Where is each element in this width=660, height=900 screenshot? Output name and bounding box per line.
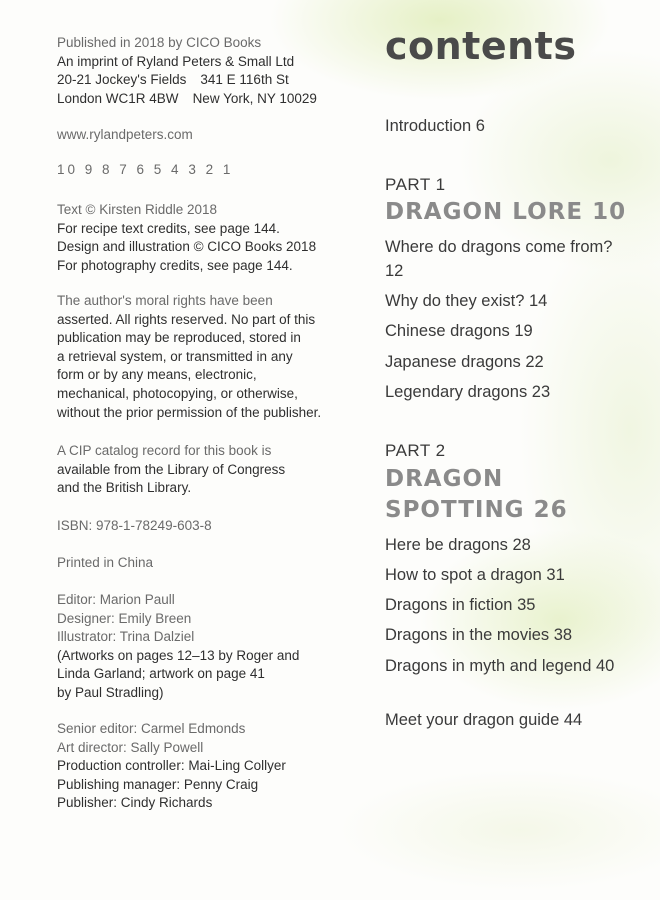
text-copyright: Text © Kirsten Riddle 2018 (57, 202, 218, 217)
isbn: ISBN: 978-1-78249-603-8 (57, 518, 212, 533)
team-block (57, 591, 299, 703)
credits-block (57, 201, 316, 275)
publisher-block (57, 34, 317, 108)
senior-line: Production controller: Mai-Ling Collyer (57, 758, 286, 774)
print-line: 10 9 8 7 6 5 4 3 2 1 (57, 162, 234, 177)
us-address-line2: New York, NY 10029 (192, 90, 317, 106)
senior-team-block (57, 720, 286, 813)
toc-entry[interactable]: How to spot a dragon 31 (385, 566, 565, 584)
toc-introduction[interactable]: Introduction 6 (385, 117, 485, 135)
toc-entry[interactable]: Dragons in myth and legend 40 (385, 657, 615, 675)
rights-line: mechanical, photocopying, or otherwise, (57, 385, 298, 401)
senior-line: Publishing manager: Penny Craig (57, 776, 259, 792)
address-row-1 (57, 71, 317, 90)
cip-line: available from the Library of Congress (57, 461, 286, 477)
rights-line: asserted. All rights reserved. No part of this (57, 311, 316, 327)
rights-line: a retrieval system, or transmitted in any (57, 348, 293, 364)
rights-line: publication may be reproduced, stored in (57, 330, 301, 346)
rights-block (57, 292, 321, 422)
part1-title[interactable]: DRAGON LORE 10 (385, 199, 627, 225)
toc-entry[interactable]: Dragons in fiction 35 (385, 596, 536, 614)
team-line: Designer: Emily Breen (57, 610, 192, 626)
photo-credits: For photography credits, see page 144. (57, 257, 293, 273)
cip-line: A CIP catalog record for this book is (57, 443, 272, 458)
toc-entry[interactable]: Where do dragons come from? 12 (385, 238, 613, 280)
contents-title: contents (385, 24, 577, 68)
address-row-2 (57, 90, 317, 109)
part2-title-line1: DRAGON (385, 466, 504, 492)
toc-entry[interactable]: Meet your dragon guide 44 (385, 711, 583, 729)
toc-entry[interactable]: Why do they exist? 14 (385, 292, 548, 310)
team-line: Illustrator: Trina Dalziel (57, 629, 195, 645)
team-line: Linda Garland; artwork on page 41 (57, 666, 265, 682)
cip-line: and the British Library. (57, 480, 192, 496)
toc-entry[interactable]: Dragons in the movies 38 (385, 626, 573, 644)
cip-block (57, 442, 285, 498)
toc-entry[interactable]: Chinese dragons 19 (385, 322, 533, 340)
senior-line: Publisher: Cindy Richards (57, 795, 213, 811)
published-by: Published in 2018 by CICO Books (57, 35, 262, 50)
team-line: (Artworks on pages 12–13 by Roger and (57, 647, 300, 663)
printed-in: Printed in China (57, 555, 154, 570)
rights-line: form or by any means, electronic, (57, 367, 257, 383)
us-address-line1: 341 E 116th St (200, 72, 289, 88)
senior-line: Senior editor: Carmel Edmonds (57, 721, 246, 736)
toc-entry[interactable]: Here be dragons 28 (385, 536, 531, 554)
recipe-credits: For recipe text credits, see page 144. (57, 220, 280, 236)
toc-entry[interactable]: Japanese dragons 22 (385, 353, 544, 371)
part1-label: PART 1 (385, 175, 446, 194)
uk-address-line1: 20-21 Jockey's Fields (57, 72, 187, 88)
rights-line: without the prior permission of the publisher. (57, 404, 322, 420)
toc-entry[interactable]: Legendary dragons 23 (385, 383, 551, 401)
part2-title[interactable] (385, 464, 645, 526)
part2-title-line2: SPOTTING 26 (385, 497, 568, 523)
part2-label: PART 2 (385, 441, 446, 460)
senior-line: Art director: Sally Powell (57, 739, 204, 755)
imprint-of: An imprint of Ryland Peters & Small Ltd (57, 53, 295, 69)
team-line: Editor: Marion Paull (57, 592, 175, 607)
rights-line: The author's moral rights have been (57, 293, 273, 308)
design-copyright: Design and illustration © CICO Books 2018 (57, 239, 317, 255)
team-line: by Paul Stradling) (57, 684, 164, 700)
uk-address-line2: London WC1R 4BW (57, 90, 179, 106)
website: www.rylandpeters.com (57, 127, 193, 142)
